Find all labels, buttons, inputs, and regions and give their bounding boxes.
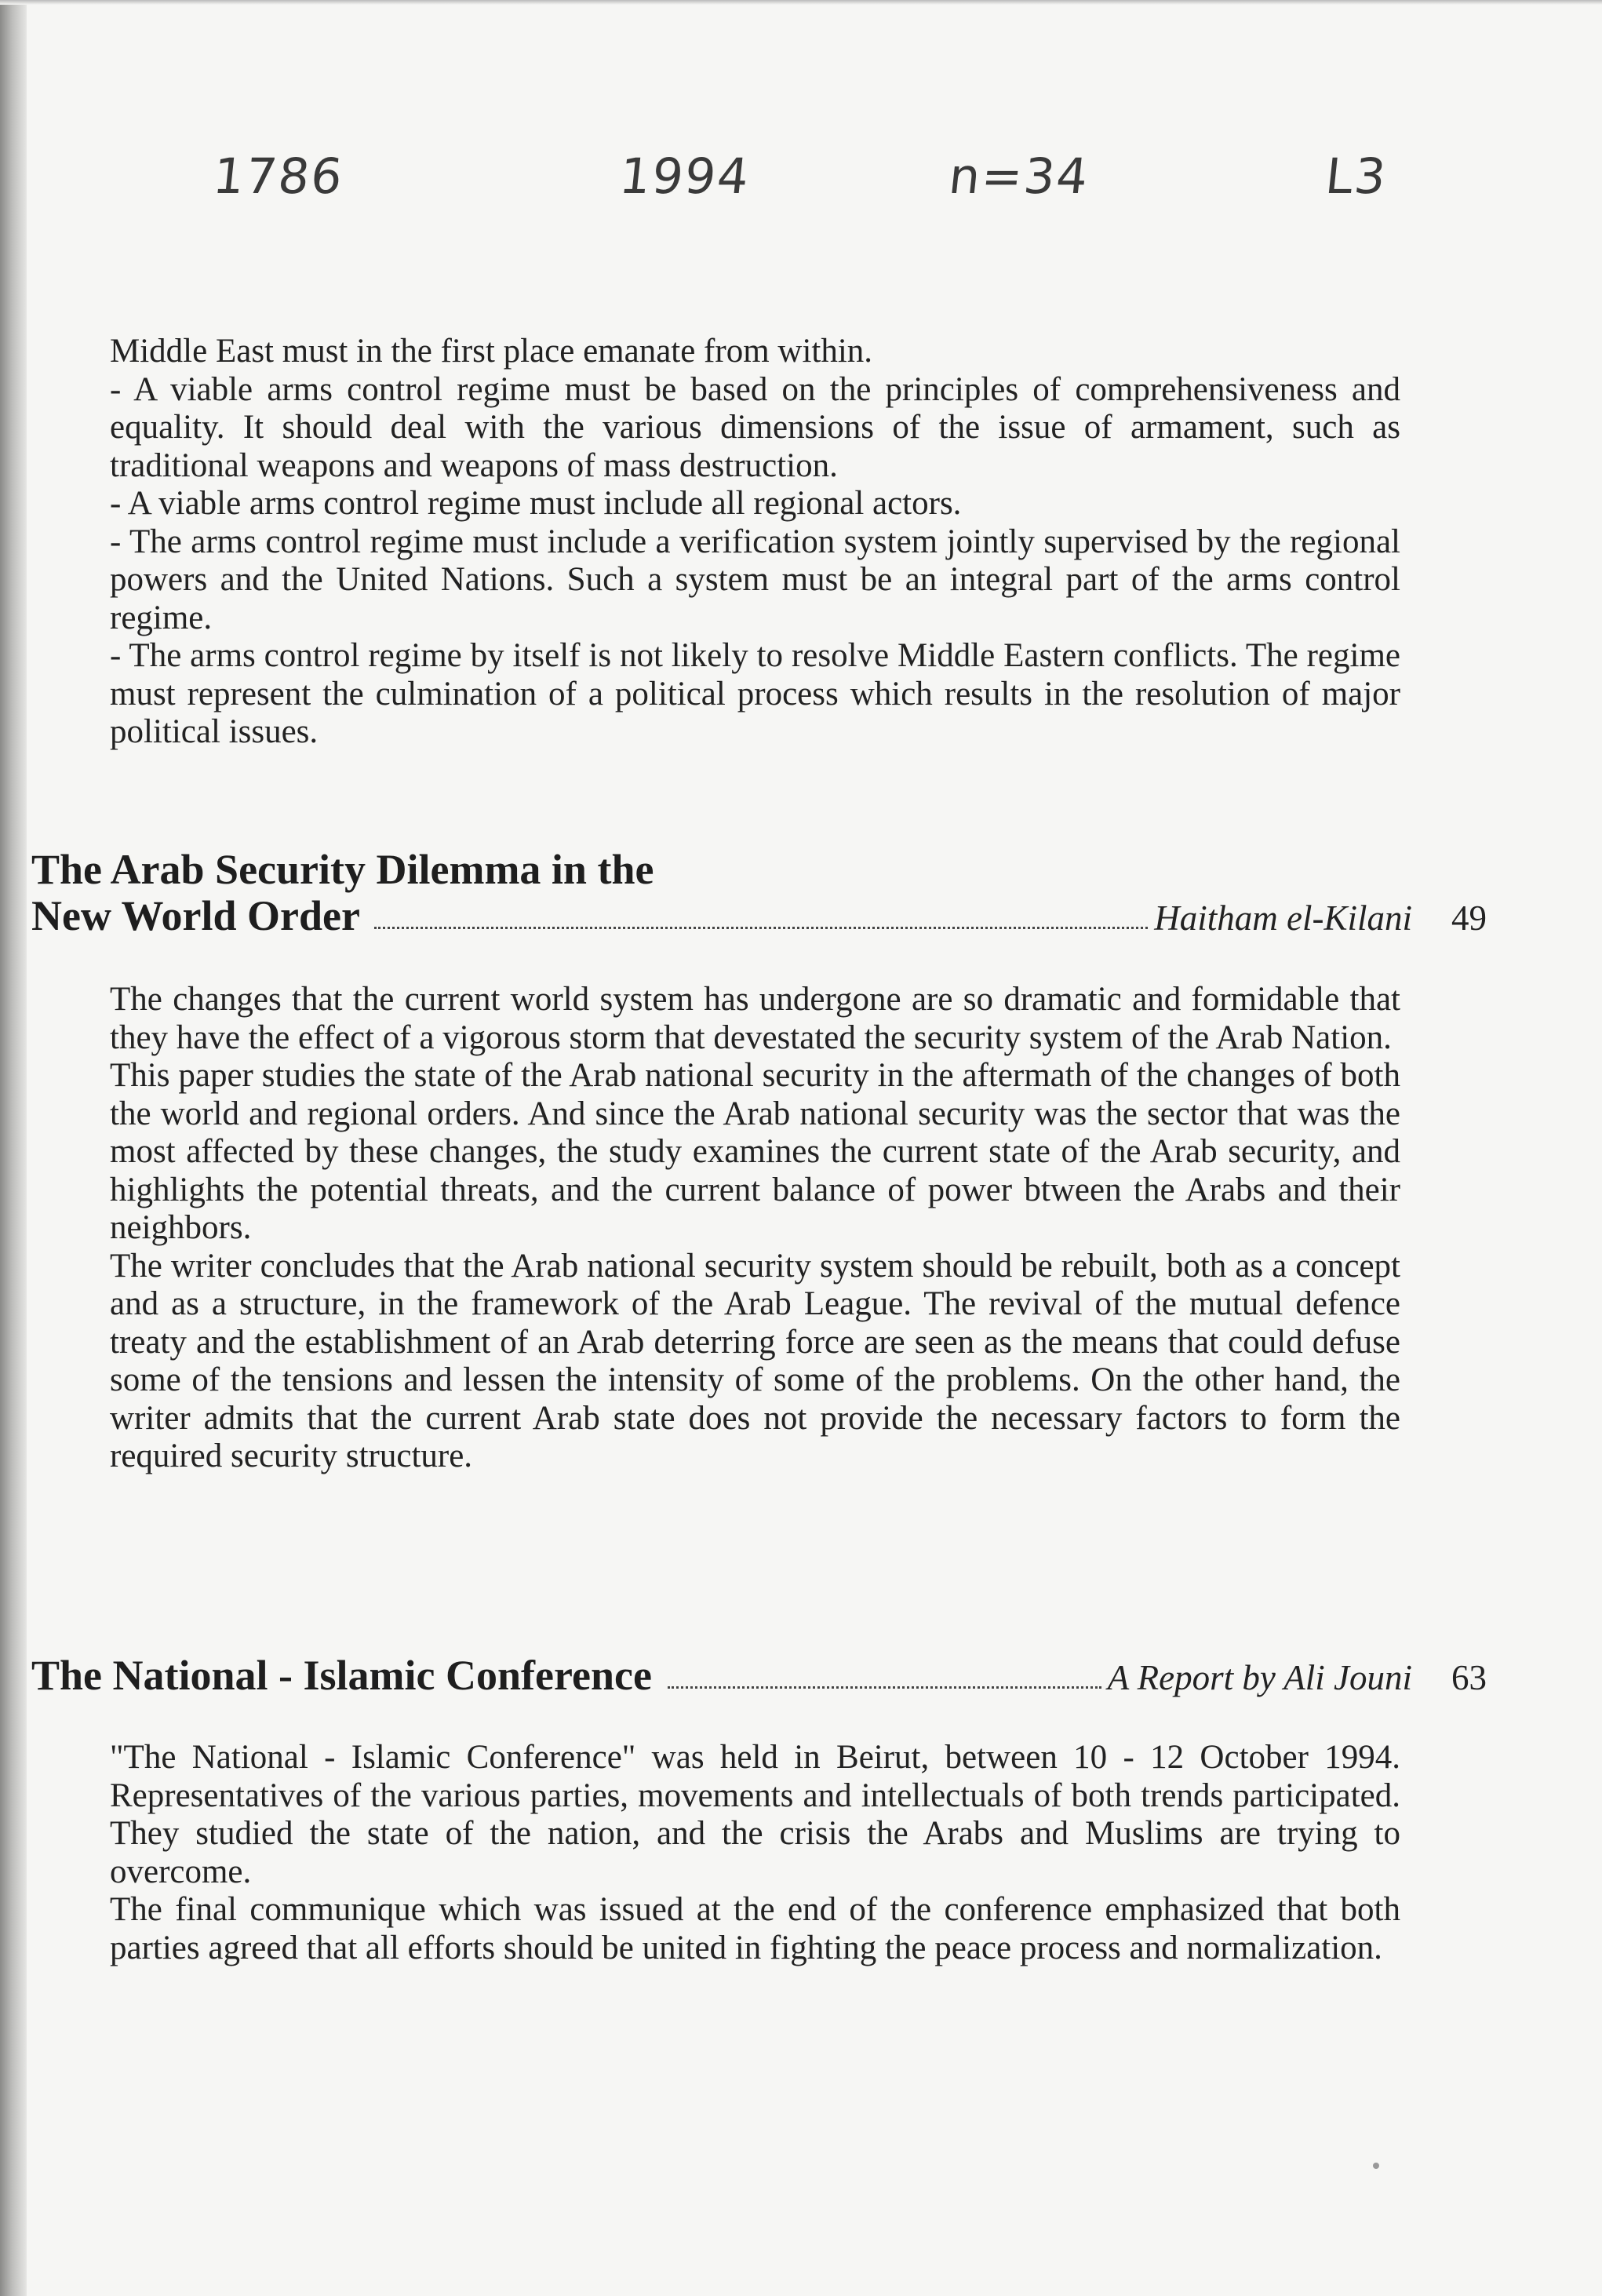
article-1-paragraph: The writer concludes that the Arab national security system should be rebuilt, both as a concept and as a structure, in the framework of the Arab League. The revival of the mutual defence treaty and the establishment of an Arab deterring force are seen as the means that could defuse some of the tensions and lessen the intensity of some of the problems. On the other hand, the writer admits that the current Arab state does not provide the necessary factors to form the required security structure. [110, 1247, 1400, 1474]
article-1-abstract [110, 981, 1400, 1476]
leader-dots [374, 927, 1148, 929]
article-2-paragraph: The final communique which was issued at the end of the conference emphasized that both parties agreed that all efforts should be united in fighting the peace process and normalization. [110, 1891, 1400, 1966]
article-1-title-row [31, 891, 1487, 940]
article-1-title-line-2: New World Order [31, 892, 360, 939]
scan-top-edge [0, 0, 1602, 5]
article-2-page-number: 63 [1451, 1658, 1487, 1697]
handwritten-note-code: L3 [1323, 148, 1390, 205]
article-1-author: Haitham el-Kilani [1154, 898, 1412, 938]
handwritten-note-year: 1994 [617, 148, 753, 205]
intro-paragraph: Middle East must in the first place emanate from within. [110, 333, 873, 370]
scan-speck [1373, 2163, 1379, 2169]
article-1-paragraph: This paper studies the state of the Arab national security in the aftermath of the changes of both the world and regional orders. And since the Arab national security was the sector that was the most affected by these changes, the study examines the current state of the Arab security, and highlights the potential threats, and the current balance of power btween the Arabs and their neighbors. [110, 1057, 1400, 1246]
handwritten-note-catalog-number: 1786 [210, 148, 347, 205]
article-1-title-line-1: The Arab Security Dilemma in the [31, 846, 654, 893]
article-2-title-row [31, 1651, 1487, 1700]
article-2-paragraph: "The National - Islamic Conference" was held in Beirut, between 10 - 12 October 1994. Representatives of the various parties, movements and intellectuals of both trends participated. They studied the state of the nation, and the crisis the Arabs and Muslims are trying to overcome. [110, 1739, 1400, 1890]
intro-text-block [110, 333, 1400, 752]
leader-dots [668, 1686, 1101, 1689]
intro-paragraph: - The arms control regime must include a verification system jointly supervised by the regional powers and the United Nations. Such a system must be an integral part of the arms control regime. [110, 523, 1400, 636]
intro-paragraph: - A viable arms control regime must include all regional actors. [110, 485, 962, 522]
handwritten-note-issue: n=34 [946, 148, 1092, 205]
article-1-page-number: 49 [1451, 898, 1487, 938]
scan-edge-shadow [0, 0, 27, 2296]
intro-paragraph: - A viable arms control regime must be based on the principles of comprehensiveness and equality. It should deal with the various dimensions of the issue of armament, such as traditional weapons and weapons of mass destruction. [110, 370, 1400, 484]
article-2-abstract [110, 1739, 1400, 1967]
article-1-paragraph: The changes that the current world system has undergone are so dramatic and formidable that they have the effect of a vigorous storm that devestated the security system of the Arab Nation. [110, 981, 1400, 1056]
article-2-author: A Report by Ali Jouni [1107, 1658, 1412, 1697]
article-2-title: The National - Islamic Conference [31, 1652, 652, 1699]
intro-paragraph: - The arms control regime by itself is not likely to resolve Middle Eastern conflicts. The regime must represent the culmination of a political process which results in the resolution of major political issues. [110, 637, 1400, 750]
